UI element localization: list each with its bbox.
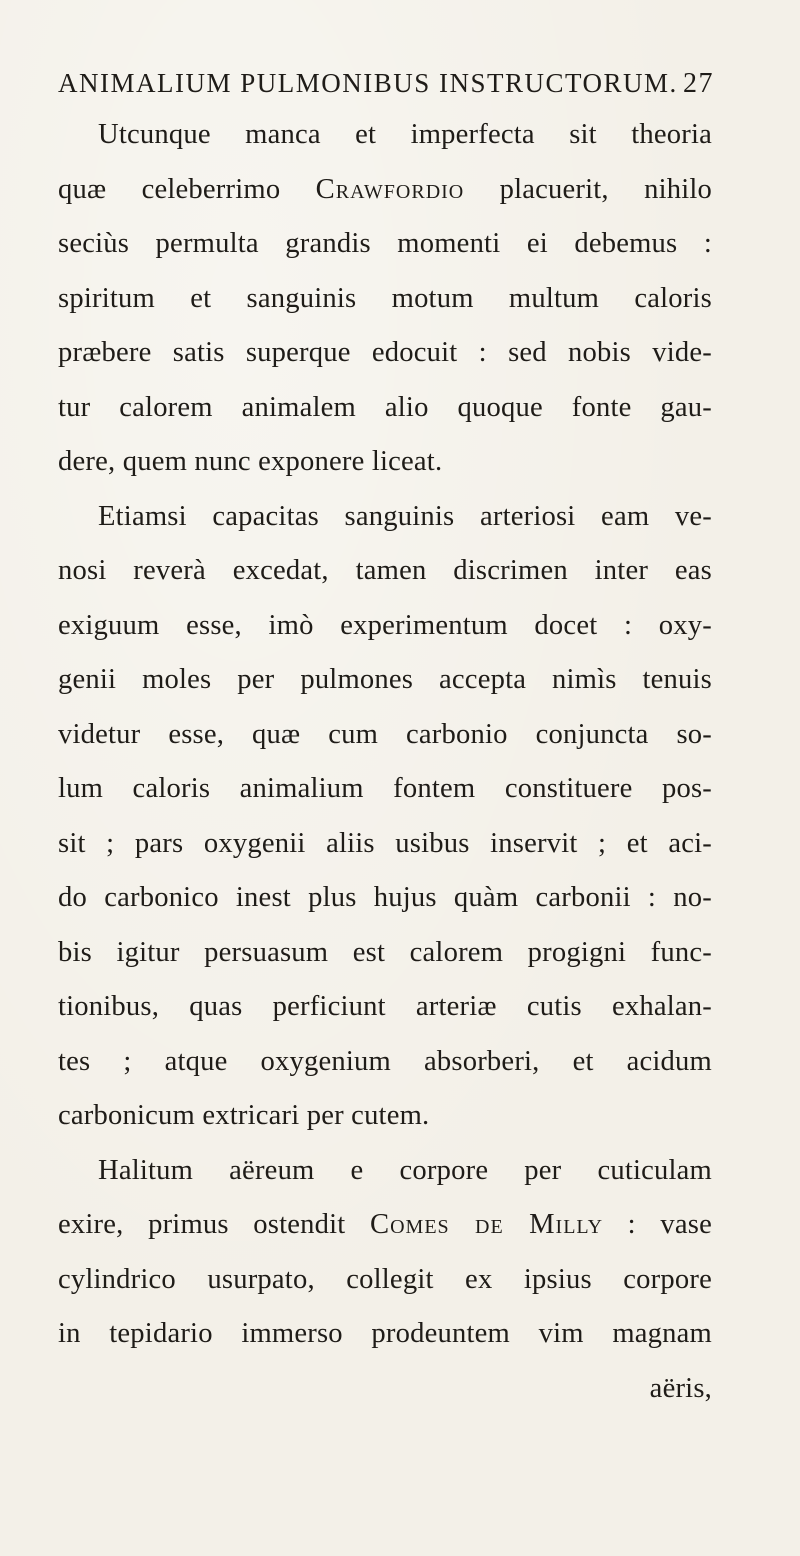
text-line <box>58 1089 712 1144</box>
text-segment: placuerit, nihilo <box>464 173 712 205</box>
text-line <box>58 272 712 327</box>
text-segment: dere, quem nunc exponere liceat. <box>58 446 443 477</box>
running-head-title: ANIMALIUM PULMONIBUS INSTRUCTORUM. <box>58 68 678 98</box>
text-segment: exiguum esse, imò experimentum docet : oxy- <box>58 609 712 641</box>
text-segment: videtur esse, quæ cum carbonio conjuncta so- <box>58 718 712 750</box>
text-segment: Halitum aëreum e corpore per cuticulam <box>98 1154 712 1186</box>
text-segment: cylindrico usurpato, collegit ex ipsius corpore <box>58 1263 712 1295</box>
text-segment: tionibus, quas perficiunt arteriæ cutis exhalan- <box>58 991 712 1022</box>
text-segment: bis igitur persuasum est calorem progigni func- <box>58 936 712 968</box>
text-line <box>58 708 712 763</box>
page-number: 27 <box>683 68 714 99</box>
small-caps-name: Comes de Milly <box>370 1209 604 1240</box>
text-line <box>58 217 712 272</box>
text-line <box>58 762 712 817</box>
text-line <box>58 544 712 599</box>
text-segment: genii moles per pulmones accepta nimìs tenuis <box>58 664 712 695</box>
text-line <box>58 1198 712 1253</box>
text-line <box>58 817 712 872</box>
text-segment: exire, primus ostendit <box>58 1209 371 1240</box>
text-line <box>58 490 712 545</box>
text-segment: præbere satis superque edocuit : sed nobis vide- <box>58 337 712 368</box>
text-line <box>58 1307 712 1362</box>
text-segment: in tepidario immerso prodeuntem vim magnam <box>58 1318 712 1349</box>
catchword: aëris, <box>649 1372 712 1404</box>
text-segment: carbonicum extricari per cutem. <box>58 1100 430 1131</box>
paragraph <box>58 490 712 1144</box>
text-segment: lum caloris animalium fontem constituere pos- <box>58 773 712 804</box>
text-segment: sit ; pars oxygenii aliis usibus inservit ; et aci- <box>58 827 712 859</box>
small-caps-name: Crawfordio <box>315 173 465 205</box>
text-line <box>58 381 712 436</box>
text-line <box>58 163 712 218</box>
paragraph <box>58 1144 712 1362</box>
text-line <box>58 871 712 926</box>
text-segment: quæ celeberrimo <box>58 173 316 205</box>
text-line <box>58 1144 712 1199</box>
text-segment: : vase <box>603 1209 713 1240</box>
text-line <box>58 599 712 654</box>
text-segment: tes ; atque oxygenium absorberi, et acidum <box>58 1045 712 1077</box>
body-text <box>58 108 712 1416</box>
text-segment: do carbonico inest plus hujus quàm carbonii : no- <box>58 882 712 913</box>
text-segment: spiritum et sanguinis motum multum caloris <box>58 282 712 314</box>
text-segment: Utcunque manca et imperfecta sit theoria <box>98 119 712 150</box>
text-line <box>58 1253 712 1308</box>
text-segment: tur calorem animalem alio quoque fonte gau- <box>58 391 712 423</box>
text-line <box>58 326 712 381</box>
text-segment: Etiamsi capacitas sanguinis arteriosi eam ve- <box>98 500 712 532</box>
text-line <box>58 108 712 163</box>
running-head <box>58 68 714 104</box>
text-segment: nosi reverà excedat, tamen discrimen inter eas <box>58 555 712 586</box>
text-line <box>58 980 712 1035</box>
text-line <box>58 1035 712 1090</box>
text-line <box>58 653 712 708</box>
text-line <box>58 435 712 490</box>
paragraph <box>58 108 712 490</box>
text-line <box>58 926 712 981</box>
text-segment: seciùs permulta grandis momenti ei debemus : <box>58 228 712 259</box>
